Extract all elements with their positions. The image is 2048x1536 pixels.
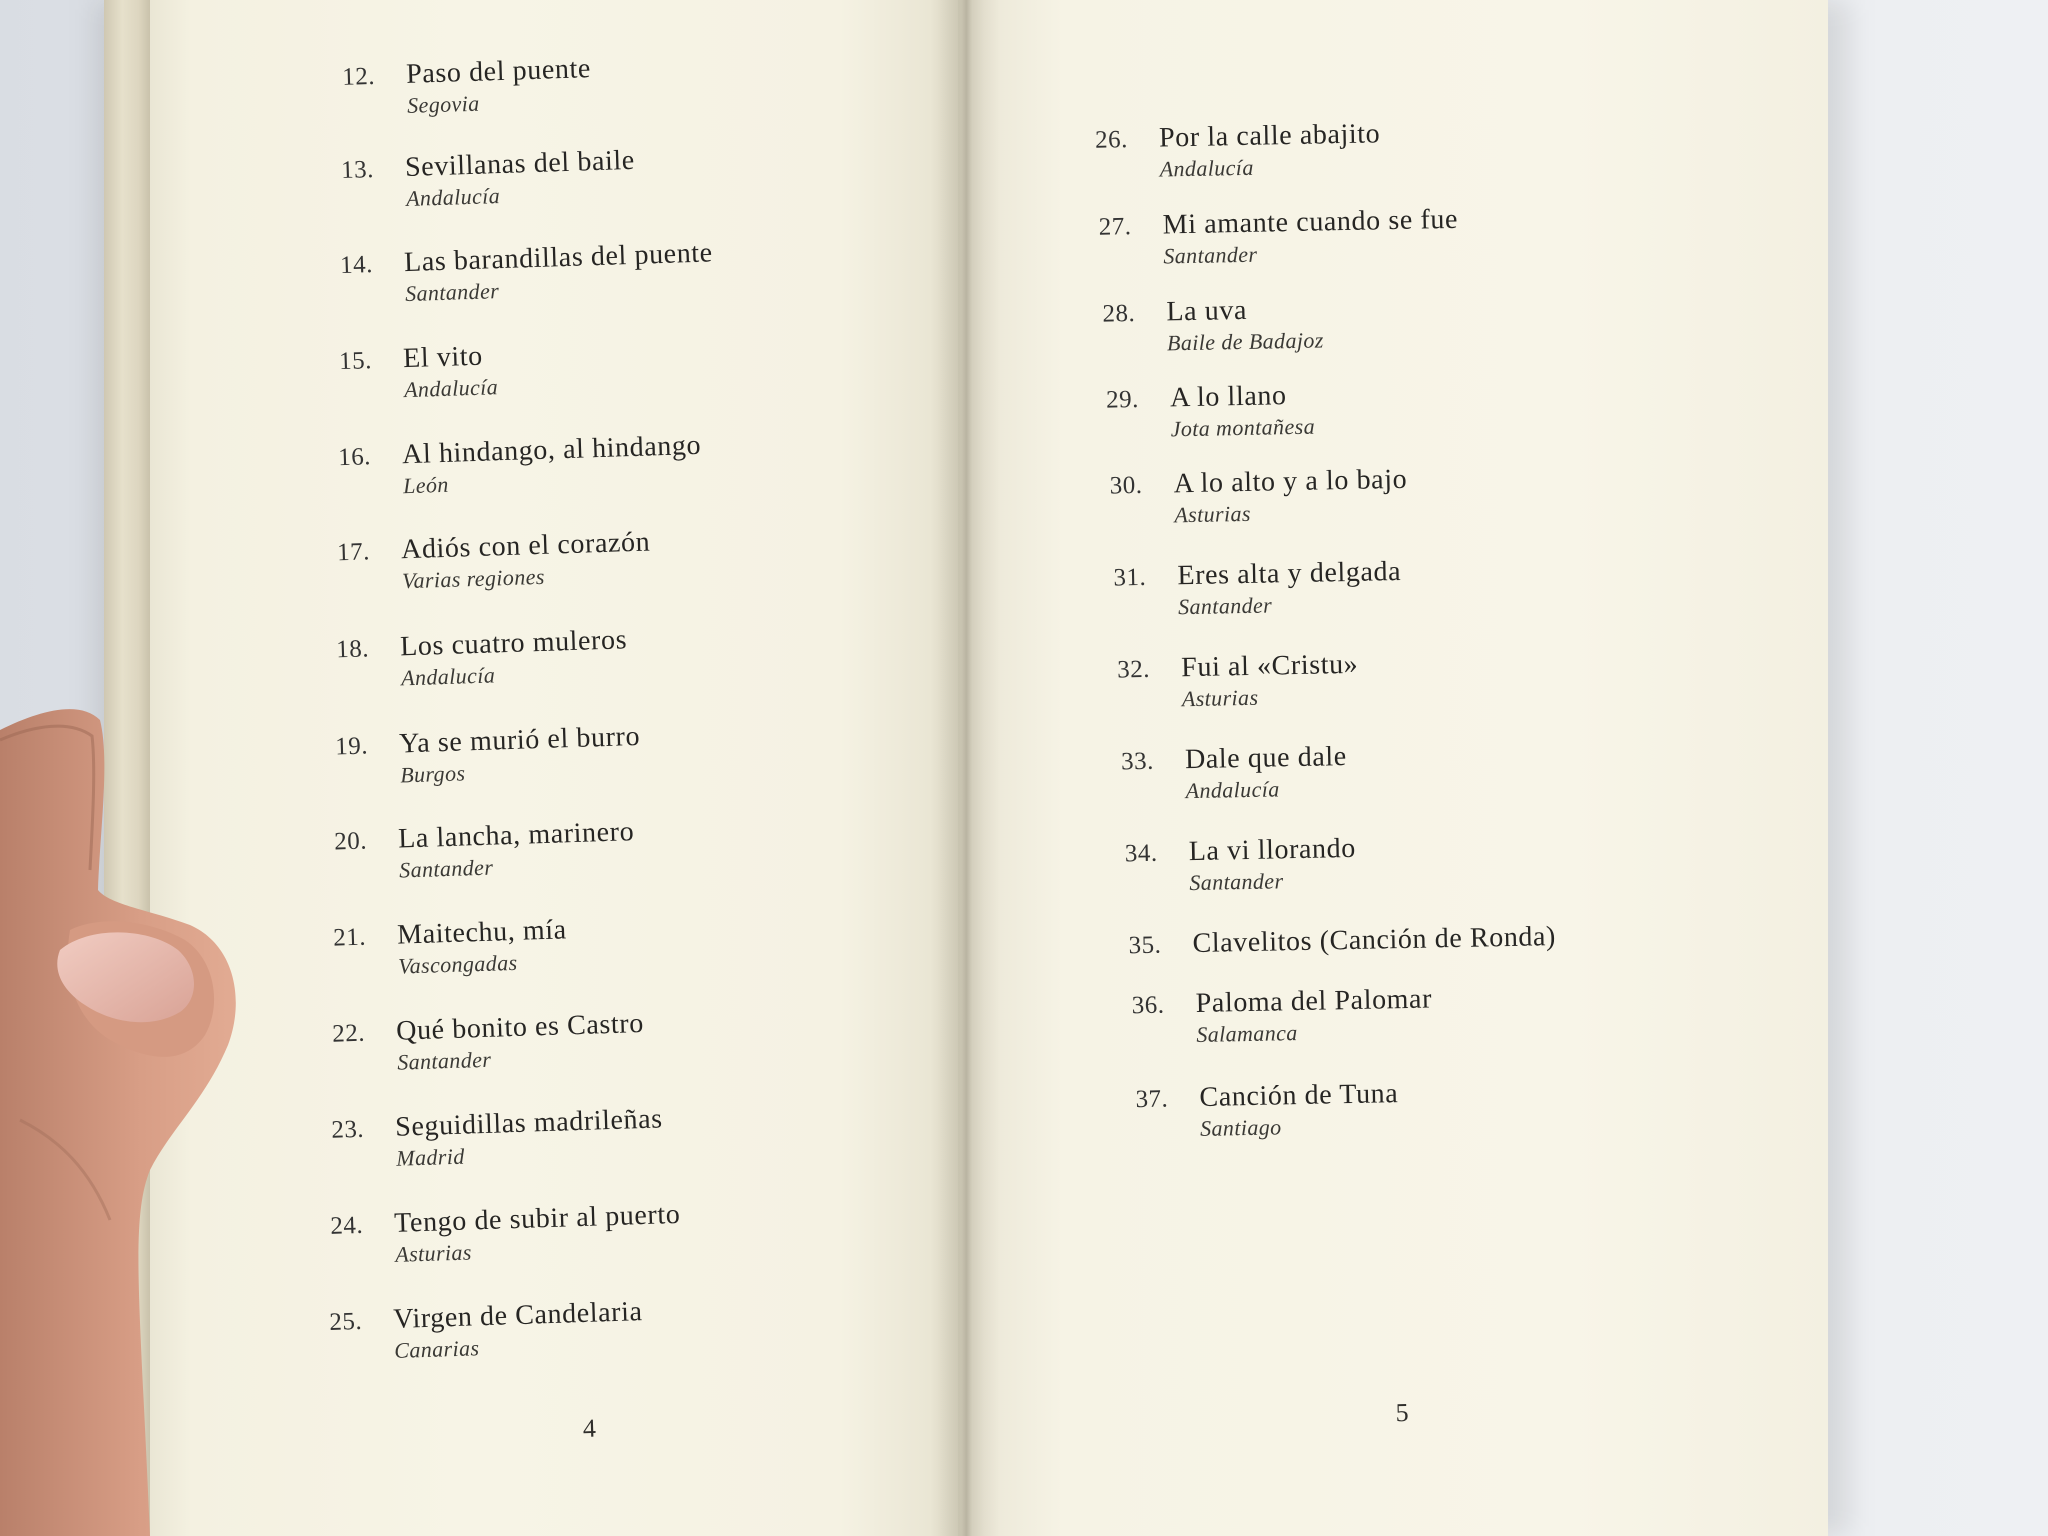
entry-title: Mi amante cuando se fue — [1162, 203, 1459, 241]
list-item — [336, 624, 629, 693]
entry-title: Tengo de subir al puerto — [393, 1198, 681, 1239]
entry-region: Segovia — [406, 90, 480, 118]
entry-title: La vi llorando — [1188, 832, 1357, 868]
entry-region: Santander — [398, 854, 494, 883]
list-item — [1121, 741, 1348, 805]
list-item — [1117, 649, 1359, 714]
page-number: 5 — [1395, 1397, 1409, 1428]
entry-number: 34. — [1124, 839, 1158, 868]
entry-title: La lancha, marinero — [397, 816, 635, 855]
entry-region: Asturias — [1181, 684, 1259, 712]
entry-number: 17. — [336, 538, 371, 567]
entry-number: 27. — [1098, 213, 1132, 241]
list-item — [1109, 464, 1408, 530]
entry-title: Canción de Tuna — [1199, 1078, 1399, 1113]
entry-title: Sevillanas del baile — [404, 144, 636, 183]
entry-region: Santander — [1163, 241, 1258, 269]
list-item — [337, 526, 652, 596]
entry-number: 13. — [340, 155, 375, 185]
entry-number: 36. — [1131, 991, 1165, 1020]
list-item — [333, 914, 568, 981]
entry-region: Andalucía — [1159, 154, 1254, 182]
entry-title: A lo alto y a lo bajo — [1173, 463, 1408, 500]
entry-title: Adiós con el corazón — [400, 526, 651, 566]
entry-title: Por la calle abajito — [1158, 118, 1381, 154]
entry-number: 24. — [329, 1211, 364, 1240]
entry-title: Maitechu, mía — [396, 914, 568, 951]
entry-region: Santiago — [1199, 1114, 1282, 1141]
entry-number: 26. — [1094, 126, 1129, 154]
entry-region: Santander — [1177, 592, 1273, 620]
entry-title: Paso del puente — [405, 53, 592, 90]
entry-number: 21. — [332, 923, 367, 952]
entry-number: 32. — [1117, 655, 1151, 684]
list-item — [342, 53, 593, 121]
list-item — [1135, 1078, 1399, 1143]
entry-title: Eres alta y delgada — [1177, 555, 1402, 592]
entry-number: 14. — [339, 251, 374, 280]
list-item — [334, 816, 636, 885]
list-item — [1125, 833, 1357, 897]
list-item — [338, 430, 703, 501]
list-item — [1113, 556, 1402, 622]
entry-region: Andalucía — [403, 374, 499, 403]
list-item — [1095, 118, 1381, 183]
list-item — [339, 340, 499, 405]
entry-number: 23. — [330, 1115, 365, 1144]
entry-title: El vito — [402, 340, 484, 375]
entry-title: Las barandillas del puente — [403, 237, 714, 279]
entry-region: Andalucía — [405, 183, 501, 211]
list-item — [329, 1296, 644, 1366]
entry-region: Burgos — [399, 760, 466, 788]
list-item — [341, 145, 636, 214]
entry-number: 29. — [1105, 385, 1140, 414]
entry-title: A lo llano — [1169, 380, 1287, 414]
entry-title: Qué bonito es Castro — [395, 1007, 645, 1047]
entry-region: Santander — [396, 1046, 492, 1075]
list-item — [1131, 983, 1432, 1049]
entry-region: Jota montañesa — [1170, 413, 1316, 442]
entry-region: León — [402, 471, 450, 499]
hand-image — [0, 700, 260, 1536]
entry-title: Paloma del Palomar — [1195, 983, 1433, 1019]
entry-title: Fui al «Cristu» — [1180, 648, 1359, 684]
entry-number: 33. — [1120, 747, 1155, 776]
list-item — [1102, 293, 1324, 357]
entry-number: 25. — [328, 1307, 363, 1336]
list-item — [340, 237, 714, 309]
entry-number: 31. — [1113, 563, 1147, 592]
list-item — [332, 1008, 645, 1078]
entry-number: 19. — [334, 732, 369, 761]
entry-region: Asturias — [394, 1239, 473, 1267]
book-gutter — [930, 0, 1000, 1536]
entry-number: 28. — [1102, 300, 1136, 328]
entry-region: Asturias — [1174, 500, 1252, 528]
list-item — [1106, 380, 1315, 444]
entry-number: 12. — [341, 62, 376, 91]
list-item — [335, 721, 642, 791]
entry-region: Madrid — [395, 1143, 466, 1171]
entry-number: 35. — [1128, 931, 1162, 960]
entry-title: Clavelitos (Canción de Ronda) — [1192, 921, 1557, 960]
page-number: 4 — [582, 1413, 597, 1444]
entry-region: Santander — [1189, 868, 1284, 896]
entry-title: La uva — [1166, 294, 1248, 328]
entry-number: 20. — [333, 827, 368, 856]
entry-region: Canarias — [393, 1335, 480, 1363]
entry-title: Dale que dale — [1184, 741, 1348, 776]
entry-region: Santander — [404, 278, 500, 307]
entry-region: Andalucía — [400, 662, 496, 691]
entry-number: 37. — [1135, 1085, 1169, 1114]
entry-region: Baile de Badajoz — [1166, 327, 1324, 356]
entry-region: Andalucía — [1185, 776, 1280, 804]
entry-number: 22. — [331, 1019, 366, 1048]
entry-title: Al hindango, al hindango — [401, 429, 702, 471]
entry-title: Ya se murió el burro — [398, 720, 641, 760]
list-item — [330, 1199, 682, 1270]
entry-title: Virgen de Candelaria — [392, 1296, 643, 1335]
entry-number: 30. — [1109, 471, 1143, 500]
entry-number: 16. — [337, 443, 372, 472]
entry-region: Salamanca — [1196, 1020, 1298, 1047]
entry-region: Varias regiones — [401, 563, 546, 594]
list-item — [1098, 204, 1458, 271]
entry-number: 18. — [335, 635, 370, 664]
entry-number: 15. — [338, 347, 373, 376]
entry-title: Seguidillas madrileñas — [394, 1103, 664, 1143]
entry-title: Los cuatro muleros — [399, 624, 628, 663]
entry-region: Vascongadas — [397, 949, 518, 979]
list-item — [331, 1103, 664, 1173]
